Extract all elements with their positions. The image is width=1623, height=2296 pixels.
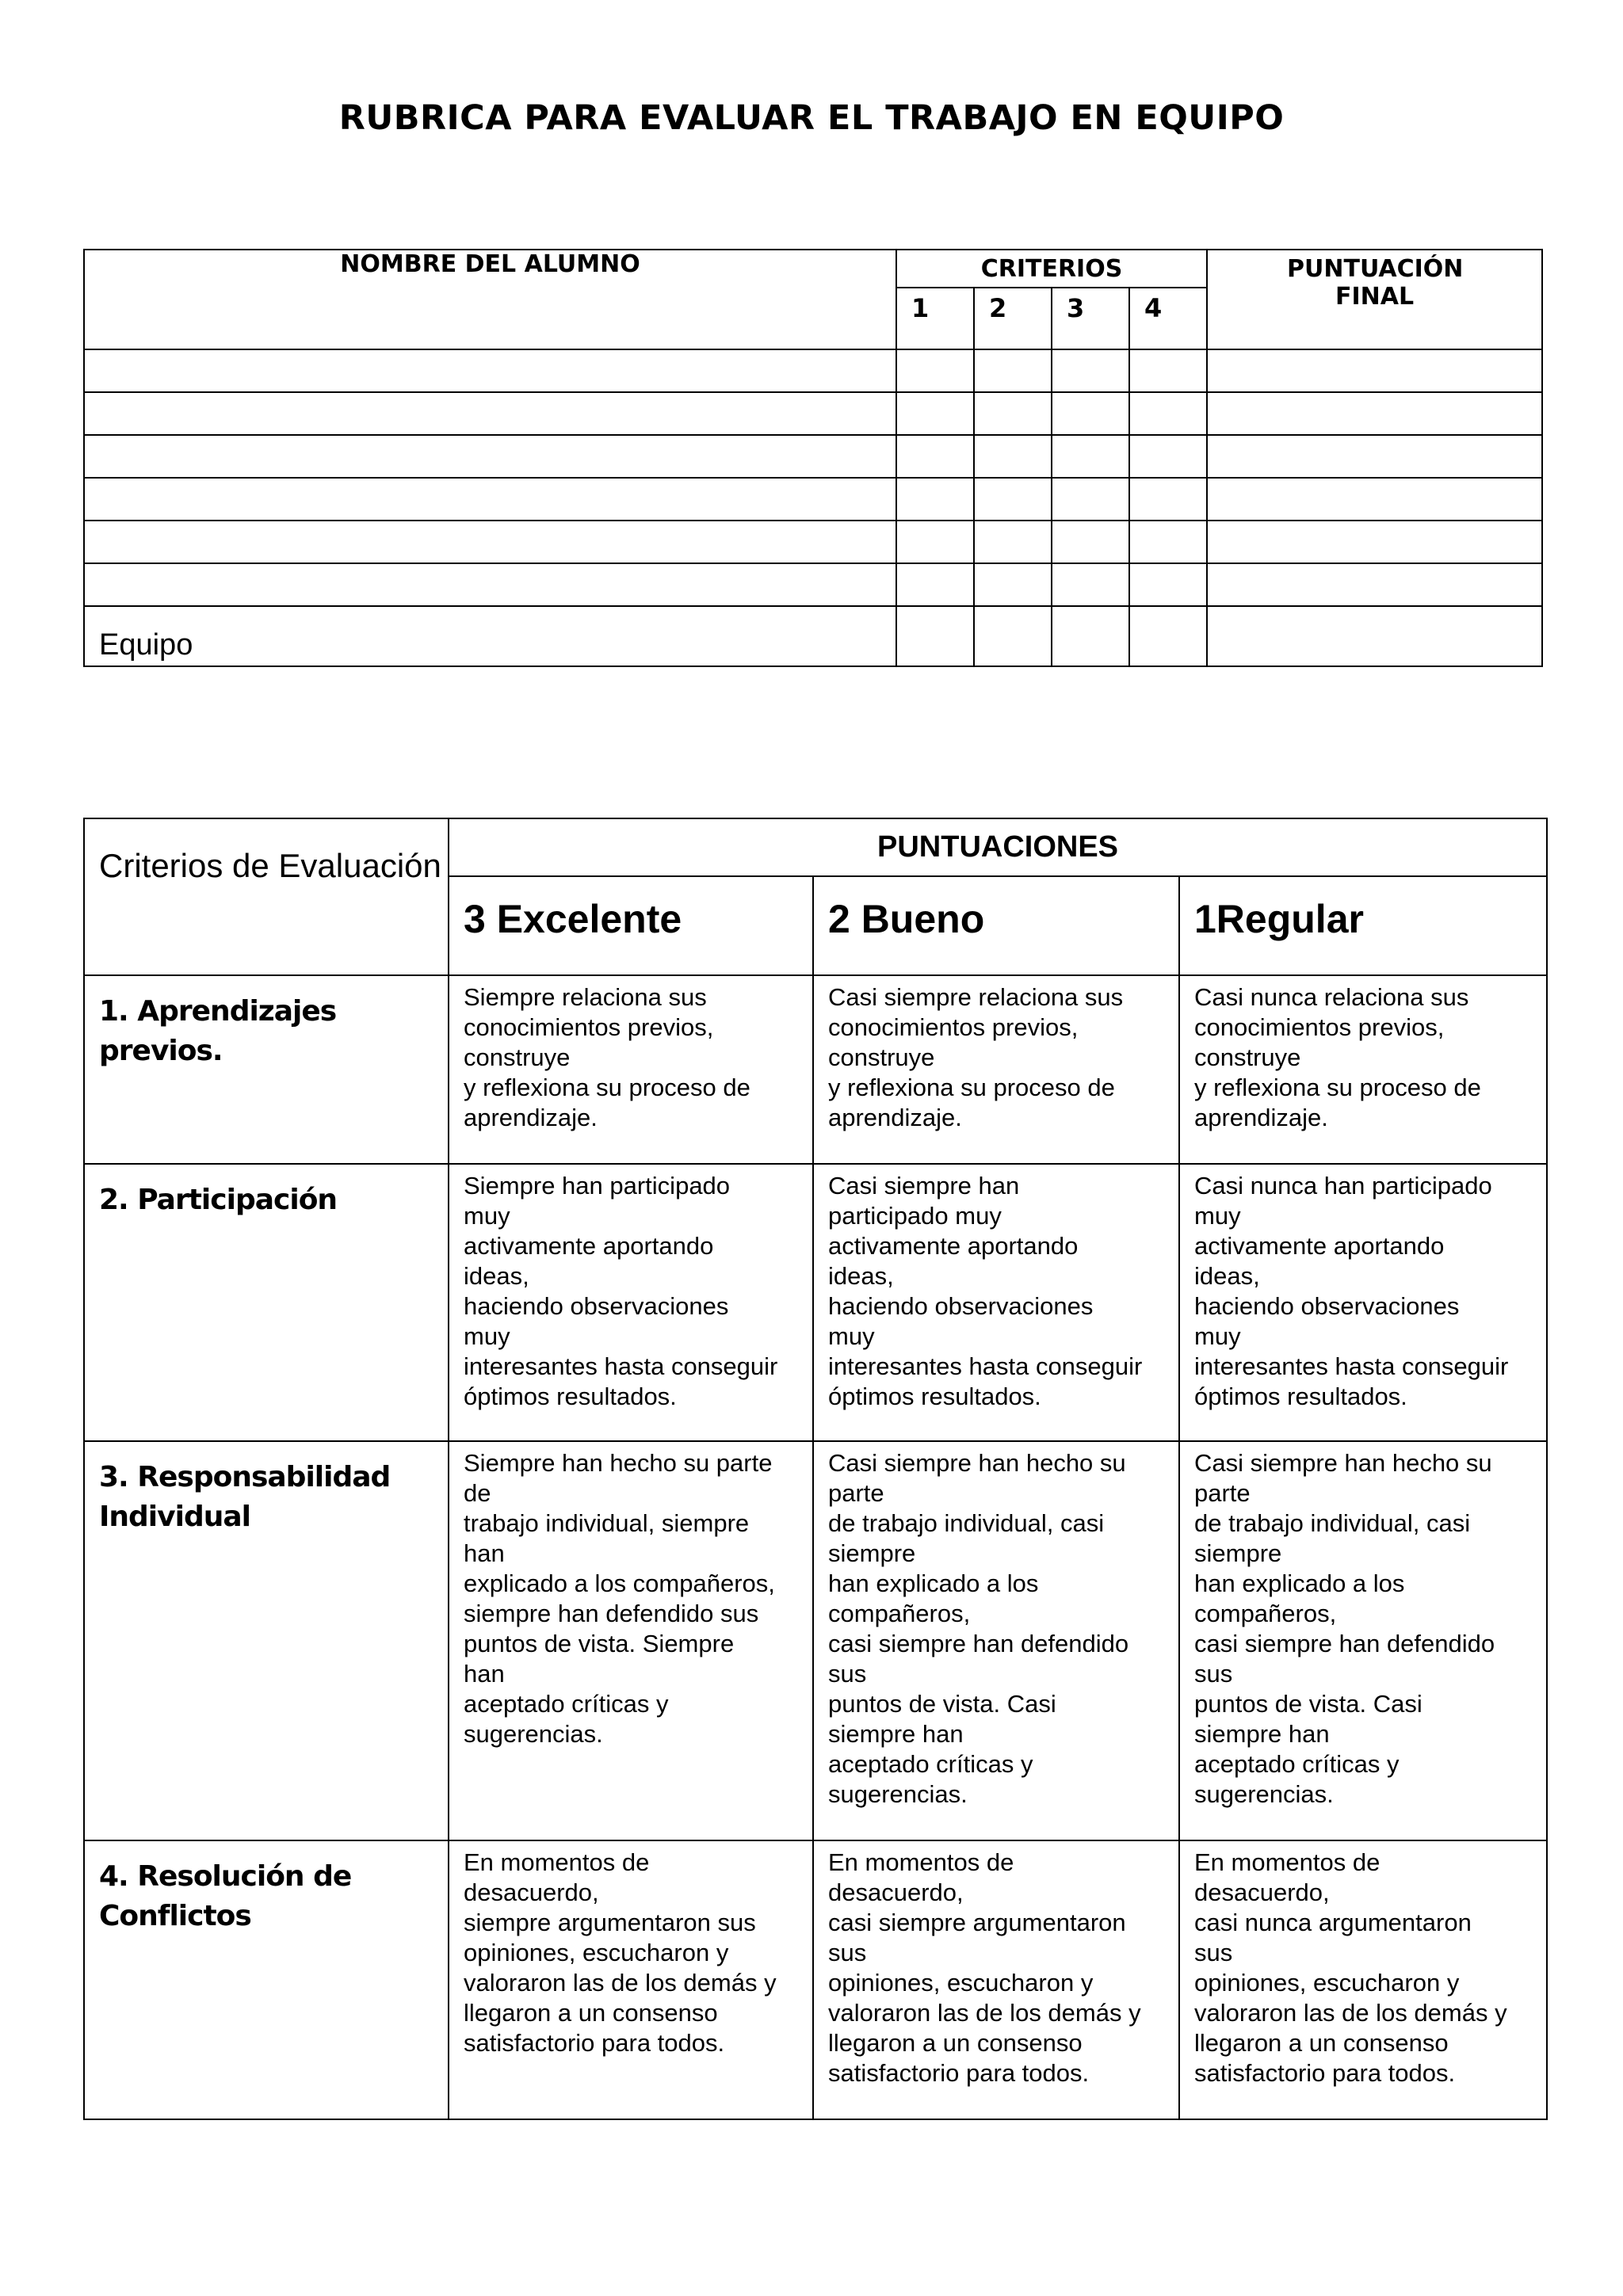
rubric-row: [84, 1164, 1547, 1441]
student-name-cell[interactable]: [84, 435, 896, 478]
final-score-cell[interactable]: [1207, 521, 1542, 563]
student-name-cell[interactable]: [84, 349, 896, 392]
rubric-table: [83, 818, 1548, 2120]
score-cell[interactable]: [896, 435, 974, 478]
level-header-regular: 1Regular: [1179, 876, 1547, 975]
criteria-column-header: CRITERIOS: [896, 250, 1207, 288]
student-row: [84, 478, 1542, 521]
score-cell[interactable]: [974, 392, 1052, 435]
level-description: Siempre han participado muy activamente aportando ideas, haciendo observaciones muy interesantes hasta conseguir óptimos resultados.: [449, 1164, 813, 1441]
student-name-cell[interactable]: [84, 392, 896, 435]
score-cell[interactable]: [1129, 349, 1207, 392]
score-cell[interactable]: [974, 563, 1052, 606]
score-cell[interactable]: [896, 478, 974, 521]
score-cell[interactable]: [974, 521, 1052, 563]
level-header-excelente: 3 Excelente: [449, 876, 813, 975]
score-cell[interactable]: [1052, 478, 1129, 521]
student-name-cell[interactable]: [84, 521, 896, 563]
level-description: Casi nunca relaciona sus conocimientos previos, construye y reflexiona su proceso de aprendizaje.: [1179, 975, 1547, 1164]
criterion-number-header: 2: [974, 288, 1052, 349]
score-cell[interactable]: [1052, 563, 1129, 606]
level-header-bueno: 2 Bueno: [813, 876, 1179, 975]
score-cell[interactable]: [896, 606, 974, 666]
student-name-cell[interactable]: [84, 478, 896, 521]
student-row: [84, 349, 1542, 392]
level-description: Casi siempre han hecho su parte de trabajo individual, casi siempre han explicado a los compañeros, casi siempre han defendido sus puntos de vista. Casi siempre han aceptado críticas y sugerencias.: [1179, 1441, 1547, 1840]
level-description: Siempre relaciona sus conocimientos previos, construye y reflexiona su proceso de aprendizaje.: [449, 975, 813, 1164]
level-description: Casi nunca han participado muy activamente aportando ideas, haciendo observaciones muy interesantes hasta conseguir óptimos resultados.: [1179, 1164, 1547, 1441]
criteria-header: Criterios de Evaluación: [84, 818, 449, 975]
level-description: Siempre han hecho su parte de trabajo individual, siempre han explicado a los compañeros, siempre han defendido sus puntos de vista. Siempre han aceptado críticas y sugerencias.: [449, 1441, 813, 1840]
student-row: [84, 521, 1542, 563]
page-title: RUBRICA PARA EVALUAR EL TRABAJO EN EQUIPO: [338, 98, 1285, 138]
score-cell[interactable]: [1129, 392, 1207, 435]
criterion-label: 1. Aprendizajes previos.: [84, 975, 449, 1164]
score-cell[interactable]: [1129, 606, 1207, 666]
student-row: [84, 392, 1542, 435]
criterion-label: 4. Resolución de Conflictos: [84, 1840, 449, 2119]
final-score-cell[interactable]: [1207, 349, 1542, 392]
criterion-label: 3. Responsabilidad Individual: [84, 1441, 449, 1840]
score-cell[interactable]: [896, 521, 974, 563]
final-score-cell[interactable]: [1207, 435, 1542, 478]
student-row: [84, 435, 1542, 478]
final-score-cell[interactable]: [1207, 606, 1542, 666]
criterion-number-header: 1: [896, 288, 974, 349]
final-score-cell[interactable]: [1207, 478, 1542, 521]
score-cell[interactable]: [1052, 606, 1129, 666]
level-description: En momentos de desacuerdo, casi nunca argumentaron sus opiniones, escucharon y valoraron las de los demás y llegaron a un consenso satisfactorio para todos.: [1179, 1840, 1547, 2119]
name-column-header: NOMBRE DEL ALUMNO: [84, 250, 896, 349]
score-cell[interactable]: [1052, 349, 1129, 392]
student-row: [84, 563, 1542, 606]
level-description: En momentos de desacuerdo, siempre argumentaron sus opiniones, escucharon y valoraron las de los demás y llegaron a un consenso satisfactorio para todos.: [449, 1840, 813, 2119]
score-cell[interactable]: [974, 606, 1052, 666]
final-score-cell[interactable]: [1207, 392, 1542, 435]
score-cell[interactable]: [896, 563, 974, 606]
rubric-row: [84, 1441, 1547, 1840]
team-label[interactable]: Equipo: [84, 606, 896, 666]
level-description: Casi siempre han hecho su parte de trabajo individual, casi siempre han explicado a los compañeros, casi siempre han defendido sus puntos de vista. Casi siempre han aceptado críticas y sugerencias.: [813, 1441, 1179, 1840]
students-table: [83, 249, 1543, 667]
score-cell[interactable]: [1052, 392, 1129, 435]
student-name-cell[interactable]: [84, 563, 896, 606]
team-row: [84, 606, 1542, 666]
score-cell[interactable]: [974, 435, 1052, 478]
score-cell[interactable]: [1052, 435, 1129, 478]
score-cell[interactable]: [1052, 521, 1129, 563]
score-cell[interactable]: [896, 349, 974, 392]
score-cell[interactable]: [896, 392, 974, 435]
level-description: Casi siempre han participado muy activamente aportando ideas, haciendo observaciones muy interesantes hasta conseguir óptimos resultados.: [813, 1164, 1179, 1441]
level-description: Casi siempre relaciona sus conocimientos previos, construye y reflexiona su proceso de aprendizaje.: [813, 975, 1179, 1164]
rubric-row: [84, 1840, 1547, 2119]
score-cell[interactable]: [1129, 521, 1207, 563]
score-cell[interactable]: [1129, 435, 1207, 478]
score-cell[interactable]: [1129, 563, 1207, 606]
scores-header: PUNTUACIONES: [449, 818, 1547, 876]
criterion-number-header: 3: [1052, 288, 1129, 349]
score-cell[interactable]: [1129, 478, 1207, 521]
final-score-column-header: PUNTUACIÓN FINAL: [1207, 250, 1542, 349]
final-score-cell[interactable]: [1207, 563, 1542, 606]
rubric-row: [84, 975, 1547, 1164]
criterion-number-header: 4: [1129, 288, 1207, 349]
level-description: En momentos de desacuerdo, casi siempre argumentaron sus opiniones, escucharon y valoraron las de los demás y llegaron a un consenso satisfactorio para todos.: [813, 1840, 1179, 2119]
criterion-label: 2. Participación: [84, 1164, 449, 1441]
score-cell[interactable]: [974, 349, 1052, 392]
score-cell[interactable]: [974, 478, 1052, 521]
